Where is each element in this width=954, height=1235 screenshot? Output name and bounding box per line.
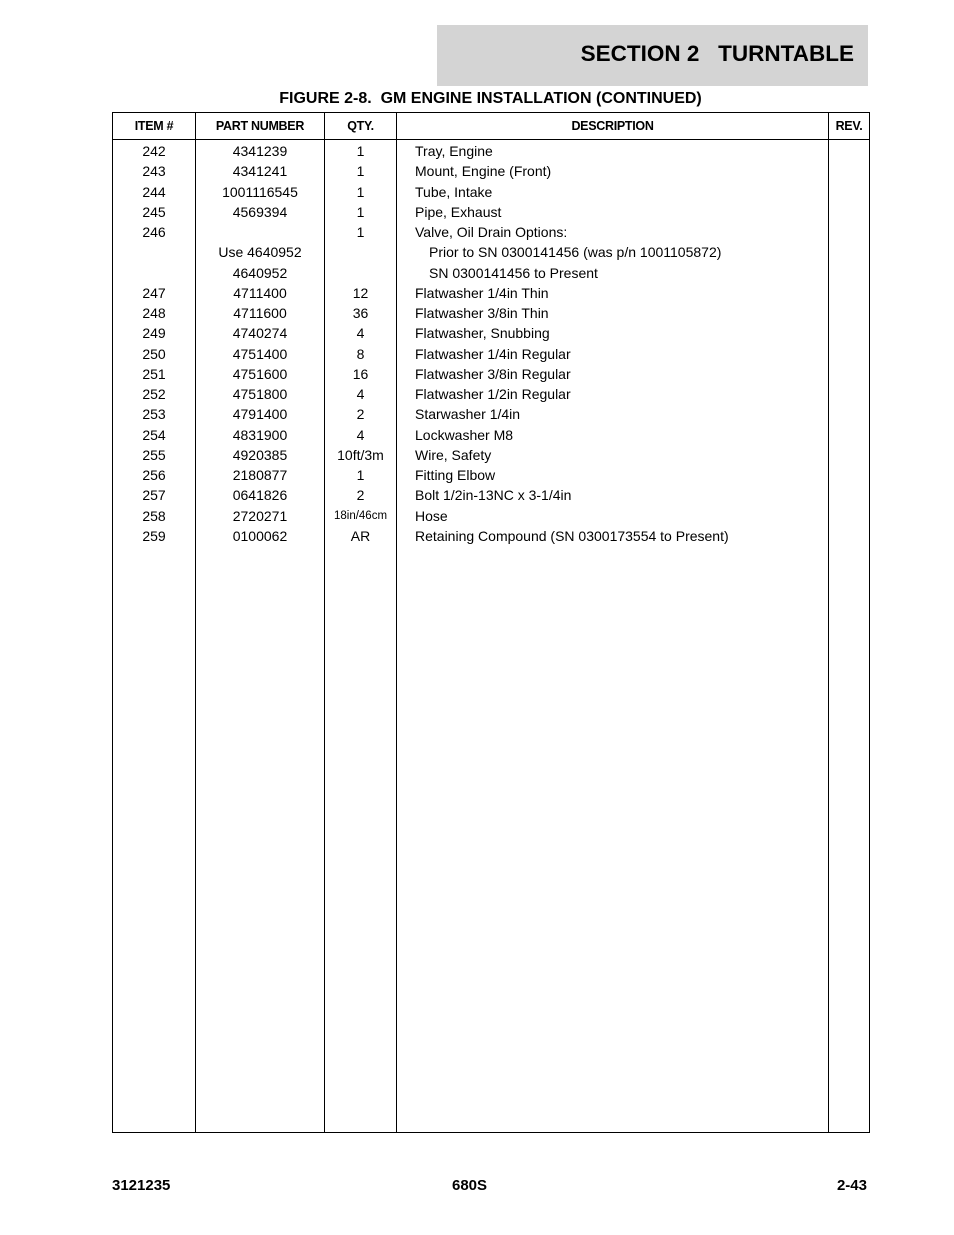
qty-cell: 10ft/3m — [337, 446, 384, 463]
qty-cell: 2 — [356, 406, 365, 423]
table-row — [113, 344, 869, 364]
table-row — [113, 425, 869, 445]
description-cell: Valve, Oil Drain Options: — [415, 224, 568, 240]
section-banner — [437, 25, 868, 86]
item-cell: 258 — [142, 507, 166, 524]
table-row — [113, 323, 869, 343]
description-cell: Flatwasher 1/2in Regular — [415, 386, 571, 402]
description-cell: SN 0300141456 to Present — [429, 264, 598, 281]
description-cell: Flatwasher 1/4in Thin — [415, 284, 549, 301]
table-row — [113, 283, 869, 303]
footer-page-number: 2-43 — [836, 1177, 867, 1194]
qty-cell: 4 — [356, 325, 365, 342]
qty-cell: 8 — [356, 345, 365, 362]
table-row — [113, 222, 869, 242]
section-title: SECTION 2 TURNTABLE — [580, 41, 854, 66]
table-row — [113, 364, 869, 384]
part-number-cell: 4751600 — [232, 365, 288, 382]
part-number-cell: 4341239 — [232, 143, 288, 159]
table-row — [113, 465, 869, 485]
part-number-cell: 4920385 — [232, 446, 288, 463]
part-number-cell: 4831900 — [232, 426, 288, 443]
qty-cell: 2 — [356, 487, 365, 504]
qty-cell: 1 — [356, 143, 365, 159]
description-cell: Prior to SN 0300141456 (was p/n 1001105872) — [429, 244, 722, 261]
qty-cell: 1 — [356, 183, 365, 200]
part-number-cell: 4341241 — [232, 163, 288, 180]
item-cell: 243 — [142, 163, 166, 180]
item-cell: 247 — [142, 284, 166, 301]
table-row — [113, 526, 869, 546]
qty-cell: 12 — [352, 284, 369, 301]
table-row — [113, 182, 869, 202]
description-cell: Flatwasher 3/8in Thin — [415, 305, 549, 321]
description-cell: Hose — [415, 507, 448, 524]
column-header-part-number: PART NUMBER — [215, 119, 305, 133]
parts-table — [112, 112, 870, 1133]
qty-cell: AR — [350, 527, 371, 544]
description-cell: Bolt 1/2in-13NC x 3-1/4in — [415, 487, 572, 504]
description-cell: Lockwasher M8 — [415, 426, 514, 443]
item-cell: 249 — [142, 325, 166, 342]
part-number-cell: 2180877 — [232, 467, 288, 483]
table-row — [113, 384, 869, 404]
item-cell: 257 — [142, 487, 166, 504]
column-header-description: DESCRIPTION — [571, 119, 654, 133]
description-cell: Flatwasher 1/4in Regular — [415, 345, 571, 362]
table-row — [113, 161, 869, 181]
table-row — [113, 485, 869, 505]
qty-cell: 36 — [352, 305, 369, 321]
item-cell: 253 — [142, 406, 166, 423]
table-row — [113, 141, 869, 161]
table-row — [113, 445, 869, 465]
header-divider — [113, 139, 869, 140]
column-header-rev: REV. — [835, 119, 863, 133]
item-cell: 251 — [142, 365, 166, 382]
qty-cell: 4 — [356, 386, 365, 402]
part-number-cell: 0100062 — [232, 527, 288, 544]
figure-title: FIGURE 2-8. GM ENGINE INSTALLATION (CONTINUED) — [279, 90, 702, 107]
part-number-cell: 4791400 — [232, 406, 288, 423]
item-cell: 254 — [142, 426, 166, 443]
table-row — [113, 263, 869, 283]
part-number-cell: 1001116545 — [222, 183, 298, 200]
description-cell: Fitting Elbow — [415, 467, 496, 483]
qty-cell: 4 — [356, 426, 365, 443]
item-cell: 259 — [142, 527, 166, 544]
qty-cell: 1 — [356, 467, 365, 483]
part-number-cell: 4751400 — [232, 345, 288, 362]
item-cell: 248 — [142, 305, 166, 321]
qty-cell: 1 — [356, 203, 365, 220]
part-number-cell: 4640952 — [232, 264, 288, 281]
part-number-cell: 0641826 — [232, 487, 288, 504]
item-cell: 246 — [142, 224, 166, 240]
description-cell: Tray, Engine — [415, 143, 493, 159]
description-cell: Tube, Intake — [415, 183, 493, 200]
part-number-cell: 4751800 — [232, 386, 288, 402]
column-header-qty: QTY. — [347, 119, 374, 133]
part-number-cell: 4711400 — [233, 284, 287, 301]
qty-cell: 16 — [352, 365, 369, 382]
item-cell: 242 — [142, 143, 166, 159]
description-cell: Flatwasher 3/8in Regular — [415, 365, 571, 382]
qty-cell: 18in/46cm — [333, 509, 388, 522]
part-number-cell: 4711600 — [233, 305, 287, 321]
footer-doc-number: 3121235 — [112, 1177, 171, 1194]
part-number-cell: 4569394 — [232, 203, 288, 220]
item-cell: 255 — [142, 446, 166, 463]
table-body — [113, 141, 869, 546]
table-row — [113, 404, 869, 424]
qty-cell: 1 — [356, 224, 365, 240]
description-cell: Retaining Compound (SN 0300173554 to Present) — [415, 527, 729, 544]
table-row — [113, 506, 869, 526]
table-row — [113, 303, 869, 323]
part-number-cell: 2720271 — [232, 507, 288, 524]
qty-cell: 1 — [356, 163, 365, 180]
table-row — [113, 202, 869, 222]
description-cell: Wire, Safety — [415, 446, 492, 463]
item-cell: 256 — [142, 467, 166, 483]
column-header-item: ITEM # — [134, 119, 174, 133]
item-cell: 245 — [142, 203, 166, 220]
table-row — [113, 242, 869, 262]
description-cell: Pipe, Exhaust — [415, 203, 502, 220]
description-cell: Starwasher 1/4in — [415, 406, 521, 423]
item-cell: 250 — [142, 345, 166, 362]
part-number-cell: Use 4640952 — [218, 244, 302, 261]
description-cell: Flatwasher, Snubbing — [415, 325, 550, 342]
description-cell: Mount, Engine (Front) — [415, 163, 552, 180]
item-cell: 244 — [142, 183, 166, 200]
part-number-cell: 4740274 — [232, 325, 288, 342]
item-cell: 252 — [142, 386, 166, 402]
footer-model: 680S — [452, 1177, 488, 1194]
